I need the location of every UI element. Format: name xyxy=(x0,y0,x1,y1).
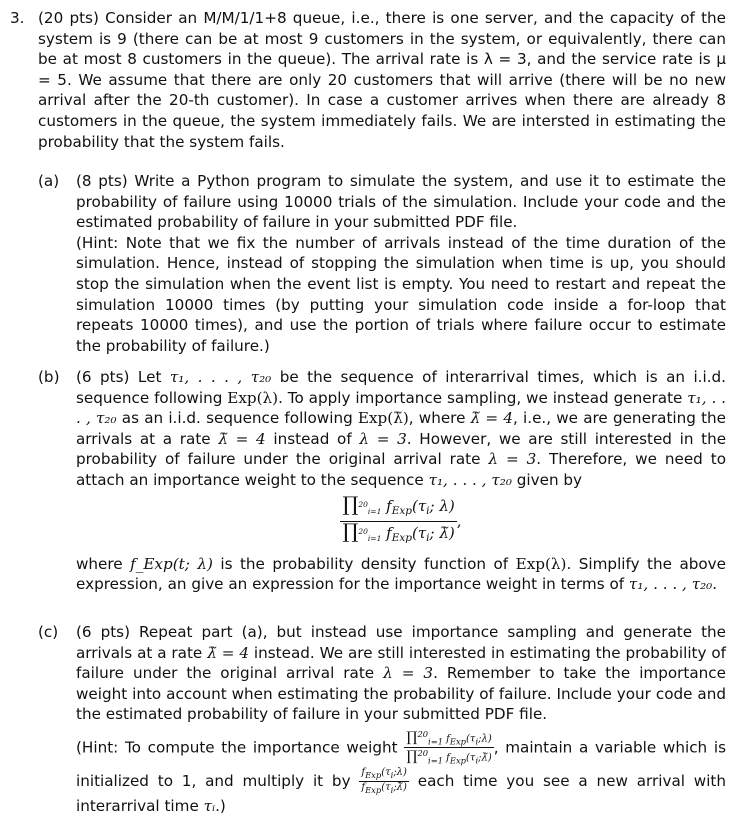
part-c-text-4: (Hint: To compute the importance weight xyxy=(76,738,398,757)
part-b-text-1: (6 pts) Let xyxy=(76,368,162,386)
part-a-label: (a) xyxy=(38,172,60,190)
part-c-hint xyxy=(76,729,726,816)
math-tau-i: τᵢ xyxy=(203,796,216,815)
math-tau-seq-2: τ₁, . . . , τ₂₀ xyxy=(76,388,727,428)
part-c-body xyxy=(76,622,726,816)
hint-weight-numerator: ∏$^{20}_{i=1}$ $f_{Exp}(\tau_i;\lambda)$ xyxy=(406,728,492,747)
part-b-body xyxy=(76,367,726,595)
weight-numerator: ∏$^{20}_{i=1}$ $f_{Exp}(\tau_i$; λ) xyxy=(340,495,456,522)
part-b-text-10: given by xyxy=(516,470,583,489)
part-c-text-3: . Remember to take the importance weight into account when estimating the probability of failure. Include your code and the estimated probability of failure in your submitted PDF file. xyxy=(76,664,726,724)
part-b-text-3: . To apply importance sampling, we instead generate xyxy=(278,388,683,407)
part-b-text-7: instead of xyxy=(273,429,352,448)
problem-number: 3. xyxy=(10,9,25,27)
math-tau-seq-end: τ₁, . . . , τ₂₀. xyxy=(628,575,718,594)
weight-fraction xyxy=(340,491,456,548)
part-b-paragraph xyxy=(76,367,726,491)
importance-weight-formula: $\frac{\prod^{20}_{i=1} f_{Exp}(\tau_i; \lambda)}{\prod^{20}_{i=1} f_{Exp}(\tau_i; \lambdã)}$ , xyxy=(76,495,726,548)
problem-intro: (20 pts) Consider an M/M/1/1+8 queue, i.e., there is one server, and the capacity of the system is 9 (there can be at most 9 customers in the system, or equivalently, there can be at most 8 customers in the queue). The arrival rate is λ = 3, and the service rate is μ = 5. We assume that there are only 20 customers that will arrive (there will be no new arrival after the 20-th customer). In case a customer arrives when there are already 8 customers in the queue, the system immediately fails. We are intersted in estimating the probability that the system fails. xyxy=(38,9,726,151)
math-tau-seq-3: τ₁, . . . , τ₂₀ xyxy=(428,470,512,489)
math-exp-lambda-2: Exp(λ) xyxy=(515,554,567,573)
problem-statement xyxy=(10,8,726,152)
part-a-hint: (Hint: Note that we fix the number of arrivals instead of the time duration of the simulation. Hence, instead of stopping the simulation when time is up, you should stop the simulation when the event list is empty. You need to restart and repeat the simulation 10000 times (by putting your simulation code inside a for-loop that repeats 10000 times), and use the portion of trials where failure occur to estimate the probability of failure.) xyxy=(76,233,726,355)
part-c-label: (c) xyxy=(38,623,59,641)
math-lambda-tilde-eq: λ̃ = 4 xyxy=(470,409,514,428)
math-exp-lambda-tilde: Exp(λ̃) xyxy=(357,409,409,428)
part-b xyxy=(38,367,726,595)
part-c-text-7: .) xyxy=(215,796,226,815)
math-lambda-eq: λ = 3 xyxy=(359,429,407,448)
hint-ratio-denominator: $f_{Exp}(\tau_i;\lambdã)$ xyxy=(361,781,407,795)
part-c-text-5: , maintain a variable which is initialized to 1, and multiply it by xyxy=(76,738,726,790)
part-b-text-9: . Therefore, we need to attach an importance weight to the sequence xyxy=(76,450,727,489)
part-c-text-6: each time you see a new arrival with interarrival time xyxy=(76,771,727,815)
hint-weight-fraction xyxy=(404,729,493,767)
part-b-text-12: is the probability density function of xyxy=(220,554,509,573)
math-exp-lambda: Exp(λ) xyxy=(227,388,279,407)
part-a-text: (8 pts) Write a Python program to simulate the system, and use it to estimate the probability of failure using 10000 trials of the simulation. Include your code and the estimated probability of failure in your submitted PDF file. xyxy=(76,172,726,232)
part-b-text-11: where xyxy=(76,554,123,573)
part-b-text-2: be the sequence of interarrival times, which is an i.i.d. sequence following xyxy=(76,368,727,407)
part-b-text-8: . However, we are still interested in the probability of failure under the original arrival rate xyxy=(76,429,727,469)
hint-ratio-fraction xyxy=(359,767,409,796)
math-f-exp-t: f_Exp(t; λ) xyxy=(130,554,213,573)
part-b-text-4: as an i.i.d. sequence following xyxy=(121,409,353,428)
hint-weight-denominator: ∏$^{20}_{i=1}$ $f_{Exp}(\tau_i;\lambdã)$ xyxy=(406,748,492,766)
part-c-text-2: instead. We are still interested in estimating the probability of failure under the original arrival rate xyxy=(76,643,727,683)
part-a xyxy=(38,171,726,356)
part-b-paragraph-2 xyxy=(76,554,726,595)
part-c xyxy=(38,622,726,816)
hint-ratio-numerator: $f_{Exp}(\tau_i;\lambda)$ xyxy=(361,766,407,780)
math-tau-seq: τ₁, . . . , τ₂₀ xyxy=(169,368,272,386)
math-lambda-eq-3: λ = 3 xyxy=(383,664,434,683)
math-lambda-tilde-eq-3: λ̃ = 4 xyxy=(207,643,249,662)
weight-denominator: ∏$^{20}_{i=1}$ $f_{Exp}(\tau_i$; λ̃) xyxy=(342,518,455,544)
part-b-text-6: , i.e., we are generating the arrivals at a rate xyxy=(76,409,727,448)
part-b-text-5: , where xyxy=(408,409,466,428)
part-b-label: (b) xyxy=(38,368,60,386)
part-c-paragraph xyxy=(76,622,726,725)
math-lambda-eq-2: λ = 3 xyxy=(488,450,537,469)
part-b-text-13: . Simplify the above expression, an give an expression for the importance weight in terms of xyxy=(76,554,727,594)
part-a-body xyxy=(76,171,726,356)
math-lambda-tilde-eq-2: λ̃ = 4 xyxy=(218,429,266,448)
part-c-text-1: (6 pts) Repeat part (a), but instead use importance sampling and generate the arrivals at a rate xyxy=(76,623,726,662)
